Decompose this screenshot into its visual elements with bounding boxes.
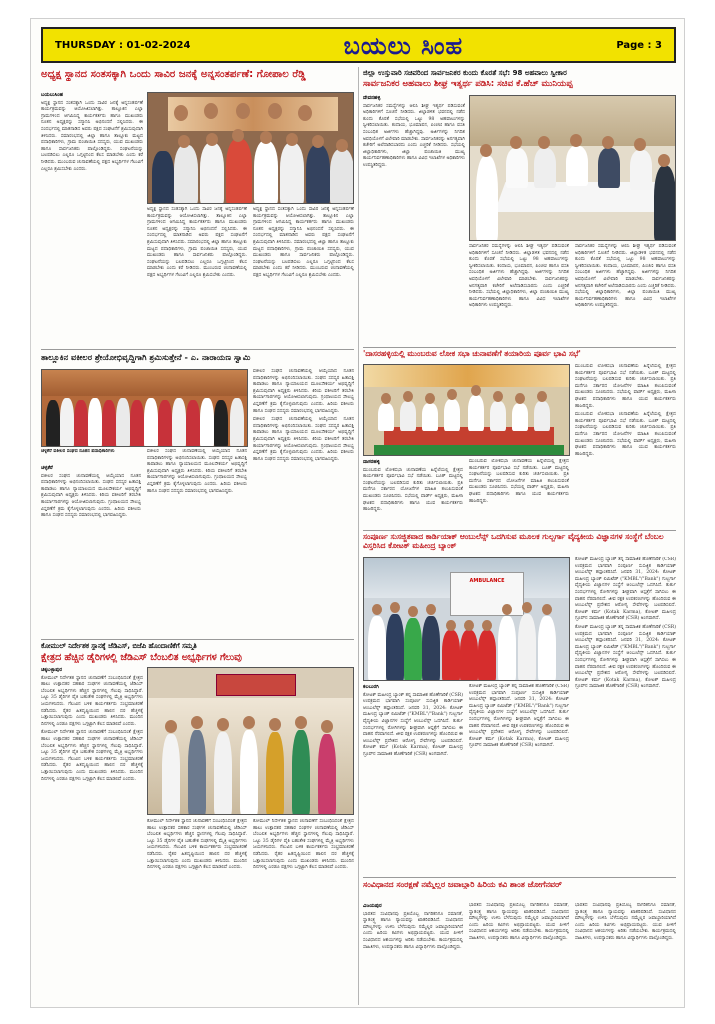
story-headline: ಸಾರ್ವಜನಿಕರ ಅಹವಾಲು ಶೀಘ್ರ ಇತ್ಯರ್ಥ ಪಡಿಸಿ: ಸಚಿವ ಕೆ.ಹೆಚ್ ಮುನಿಯಪ್ಪ [363,79,573,89]
story-body [363,903,463,1003]
story-body-cont [469,459,569,527]
story-headline: ಸಂವಿಧಾನದ ಸಂರಕ್ಷಣೆ ನಮ್ಮೆಲ್ಲರ ಜವಾಬ್ದಾರಿ ಹಿರಿಯ ಕವಿ ಶಾಂತ ಜೋಗೆನವರ್ [363,880,562,889]
section-divider [41,639,354,640]
story-paragraph-2: ಕೋಮುಲ್ ನಿರ್ದೇಶಕ ಸ್ಥಾನದ ಚುನಾವಣೆಗೆ ಸಂಬಂಧಿಸಿದಂತೆ ಕ್ಷೇತ್ರದ ಹಾಲು ಉತ್ಪಾದಕರ ಸಹಕಾರ ಸಂಘಗಳ ಚುನಾವಣೆಯಲ್ಲಿ ಜೆಡಿಎಸ್ ಬೆಂಬಲಿತ ಅಭ್ಯರ್ಥಿಗಳು ಹೆಚ್ಚಿನ ಸ್ಥಾನಗಳಲ್ಲಿ ಗೆಲುವು ಸಾಧಿಸಿದ್ದಾರೆ. ಒಟ್ಟು 35 ಡೈರಿಗಳ ಪೈಕಿ ಬಹುತೇಕ ಸಂಘಗಳಲ್ಲಿ ಮೈತ್ರಿ ಅಭ್ಯರ್ಥಿಗಳು ಜಯಗಳಿಸಿದರು. ಗೆಲುವಿನ ಬಳಿಕ ಕಾರ್ಯಕರ್ತರು ಸಂಭ್ರಮಾಚರಣೆ ನಡೆಸಿದರು. ರೈತರ ಹಿತದೃಷ್ಟಿಯಿಂದ ಹಾಲಿನ ದರ ಹೆಚ್ಚಳಕ್ಕೆ ಒತ್ತಾಯಿಸಲಾಗುವುದು ಎಂದು ಮುಖಂಡರು ತಿಳಿಸಿದರು. ಮುಂದಿನ ದಿನಗಳಲ್ಲಿ ಎರಡೂ ಪಕ್ಷಗಳು ಒಗ್ಗಟ್ಟಾಗಿ ಕೆಲಸ ಮಾಡಲಿವೆ ಎಂದರು. [41,730,143,782]
story-paragraph-cont-2: ವಕೀಲರ ಸಂಘದ ಚುನಾವಣೆಯಲ್ಲಿ ಆಯ್ಕೆಯಾದ ನೂತನ ಪದಾಧಿಕಾರಿಗಳನ್ನು ಅಭಿನಂದಿಸಲಾಯಿತು. ಸಂಘದ ಸದಸ್ಯರ ಹಿತಾಸಕ್ತಿ ಕಾಪಾಡಲು ಹಾಗೂ ನ್ಯಾಯಾಲಯದ ಮೂಲಸೌಕರ್ಯ ಅಭಿವೃದ್ಧಿಗೆ ಶ್ರಮಿಸುವುದಾಗಿ ಅಧ್ಯಕ್ಷರು ತಿಳಿಸಿದರು. ಕಿರಿಯ ವಕೀಲರಿಗೆ ತರಬೇತಿ ಕಾರ್ಯಾಗಾರಗಳನ್ನು ಆಯೋಜಿಸಲಾಗುವುದು. ಗ್ರಂಥಾಲಯದ ಸೌಲಭ್ಯ ವಿಸ್ತರಣೆಗೆ ಕ್ರಮ ಕೈಗೊಳ್ಳಲಾಗುವುದು ಎಂದರು. ಹಿರಿಯ ವಕೀಲರು ಹಾಗೂ ಸಂಘದ ಸದಸ್ಯರು ಸಮಾರಂಭದಲ್ಲಿ ಭಾಗವಹಿಸಿದ್ದರು. [253,369,354,414]
section-divider [363,877,676,878]
story-paragraph: ಮುಂಬರುವ ಲೋಕಸಭಾ ಚುನಾವಣೆಯ ಹಿನ್ನೆಲೆಯಲ್ಲಿ ಕ್ಷೇತ್ರದ ಕಾರ್ಯಕರ್ತರ ಪೂರ್ವಭಾವಿ ಸಭೆ ನಡೆಯಿತು. ಬೂತ್ ಮಟ್ಟದಲ್ಲಿ ಸಂಘಟನೆಯನ್ನು ಬಲಪಡಿಸುವ ಕುರಿತು ಚರ್ಚಿಸಲಾಯಿತು. ಪ್ರತಿ ಮನೆಗೂ ಸರ್ಕಾರದ ಯೋಜನೆಗಳ ಮಾಹಿತಿ ತಲುಪಿಸುವಂತೆ ಮುಖಂಡರು ಸೂಚಿಸಿದರು. ಸಭೆಯಲ್ಲಿ ವಾರ್ಡ್ ಅಧ್ಯಕ್ಷರು, ಮಹಿಳಾ ಘಟಕದ ಪದಾಧಿಕಾರಿಗಳು ಹಾಗೂ ಯುವ ಕಾರ್ಯಕರ್ತರು ಹಾಜರಿದ್ದರು. [363,467,463,513]
story-paragraph-cont: ಸಾರ್ವಜನಿಕರ ಸಮಸ್ಯೆಗಳನ್ನು ಆಲಿಸಿ ಶೀಘ್ರ ಇತ್ಯರ್ಥ ಪಡಿಸುವಂತೆ ಅಧಿಕಾರಿಗಳಿಗೆ ಸೂಚನೆ ನೀಡಿದರು. ಜಿಲ್ಲಾಡಳಿತ ಭವನದಲ್ಲಿ ನಡೆದ ಕುಂದು ಕೊರತೆ ಸಭೆಯಲ್ಲಿ ಒಟ್ಟು 98 ಅಹವಾಲುಗಳನ್ನು ಸ್ವೀಕರಿಸಲಾಯಿತು. ಕಂದಾಯ, ಭೂಮಾಪನ, ಪಿಂಚಣಿ ಹಾಗೂ ವಸತಿ ಸಂಬಂಧಿತ ಅರ್ಜಿಗಳು ಹೆಚ್ಚಾಗಿದ್ದವು. ಅರ್ಜಿಗಳನ್ನು ನಿಗದಿತ ಅವಧಿಯೊಳಗೆ ವಿಲೇವಾರಿ ಮಾಡಬೇಕು. ಸಾರ್ವಜನಿಕರನ್ನು ಅನಗತ್ಯವಾಗಿ ಕಚೇರಿಗೆ ಅಲೆದಾಡಿಸಬಾರದು ಎಂದು ಎಚ್ಚರಿಕೆ ನೀಡಿದರು. ಸಭೆಯಲ್ಲಿ ಜಿಲ್ಲಾಧಿಕಾರಿಗಳು, ಜಿಲ್ಲಾ ಪಂಚಾಯಿತಿ ಮುಖ್ಯ ಕಾರ್ಯನಿರ್ವಹಣಾಧಿಕಾರಿಗಳು ಹಾಗೂ ವಿವಿಧ ಇಲಾಖೆಗಳ ಅಧಿಕಾರಿಗಳು ಉಪಸ್ಥಿತರಿದ್ದರು. [469,244,569,309]
ambulance-label: AMBULANCE [469,578,505,584]
story-paragraph-cont-2: ಸಾರ್ವಜನಿಕರ ಸಮಸ್ಯೆಗಳನ್ನು ಆಲಿಸಿ ಶೀಘ್ರ ಇತ್ಯರ್ಥ ಪಡಿಸುವಂತೆ ಅಧಿಕಾರಿಗಳಿಗೆ ಸೂಚನೆ ನೀಡಿದರು. ಜಿಲ್ಲಾಡಳಿತ ಭವನದಲ್ಲಿ ನಡೆದ ಕುಂದು ಕೊರತೆ ಸಭೆಯಲ್ಲಿ ಒಟ್ಟು 98 ಅಹವಾಲುಗಳನ್ನು ಸ್ವೀಕರಿಸಲಾಯಿತು. ಕಂದಾಯ, ಭೂಮಾಪನ, ಪಿಂಚಣಿ ಹಾಗೂ ವಸತಿ ಸಂಬಂಧಿತ ಅರ್ಜಿಗಳು ಹೆಚ್ಚಾಗಿದ್ದವು. ಅರ್ಜಿಗಳನ್ನು ನಿಗದಿತ ಅವಧಿಯೊಳಗೆ ವಿಲೇವಾರಿ ಮಾಡಬೇಕು. ಸಾರ್ವಜನಿಕರನ್ನು ಅನಗತ್ಯವಾಗಿ ಕಚೇರಿಗೆ ಅಲೆದಾಡಿಸಬಾರದು ಎಂದು ಎಚ್ಚರಿಕೆ ನೀಡಿದರು. ಸಭೆಯಲ್ಲಿ ಜಿಲ್ಲಾಧಿಕಾರಿಗಳು, ಜಿಲ್ಲಾ ಪಂಚಾಯಿತಿ ಮುಖ್ಯ ಕಾರ್ಯನಿರ್ವಹಣಾಧಿಕಾರಿಗಳು ಹಾಗೂ ವಿವಿಧ ಇಲಾಖೆಗಳ ಅಧಿಕಾರಿಗಳು ಉಪಸ್ಥಿತರಿದ್ದರು. [575,244,676,309]
story-body [41,465,141,635]
photo-election-meeting [363,364,570,456]
story-byline: ಕಲಬುರಗಿ [363,684,379,690]
photo-ambulance-handover [363,557,570,681]
story-headline: 'ದಾಸರಹಳ್ಳಿಯಲ್ಲಿ ಮುಂಬರುವ ಲೋಕ ಸಭಾ ಚುನಾವಣೆಗೆ ತಯಾರಿಯ ಪೂರ್ವ ಭಾವಿ ಸಭೆ' [363,350,581,358]
story-body-cont-2 [575,364,676,527]
story-body-cont-2 [253,369,354,635]
photo-dairy-winners [147,667,354,815]
story-body-cont [469,903,569,1003]
story-body-cont [469,684,569,874]
story-paragraph-cont: ಮುಂಬರುವ ಲೋಕಸಭಾ ಚುನಾವಣೆಯ ಹಿನ್ನೆಲೆಯಲ್ಲಿ ಕ್ಷೇತ್ರದ ಕಾರ್ಯಕರ್ತರ ಪೂರ್ವಭಾವಿ ಸಭೆ ನಡೆಯಿತು. ಬೂತ್ ಮಟ್ಟದಲ್ಲಿ ಸಂಘಟನೆಯನ್ನು ಬಲಪಡಿಸುವ ಕುರಿತು ಚರ್ಚಿಸಲಾಯಿತು. ಪ್ರತಿ ಮನೆಗೂ ಸರ್ಕಾರದ ಯೋಜನೆಗಳ ಮಾಹಿತಿ ತಲುಪಿಸುವಂತೆ ಮುಖಂಡರು ಸೂಚಿಸಿದರು. ಸಭೆಯಲ್ಲಿ ವಾರ್ಡ್ ಅಧ್ಯಕ್ಷರು, ಮಹಿಳಾ ಘಟಕದ ಪದಾಧಿಕಾರಿಗಳು ಹಾಗೂ ಯುವ ಕಾರ್ಯಕರ್ತರು ಹಾಜರಿದ್ದರು. [469,459,569,504]
story-paragraph-cont-2: ಕೋಟಕ್ ಮಹೀಂದ್ರ ಬ್ಯಾಂಕ್ ತನ್ನ ಸಾಮಾಜಿಕ ಹೊಣೆಗಾರಿಕೆ (CSR) ಉಪಕ್ರಮದ ಭಾಗವಾಗಿ ಸಂಪೂರ್ಣ ಸುಸಜ್ಜಿತ ಕಾರ್ಡಿಯಾಕ್ ಆಂಬುಲೆನ್ಸ್ ಹಸ್ತಾಂತರಿಸಿದೆ. ಜನವರಿ 31, 2024: ಕೋಟಕ್ ಮಹೀಂದ್ರ ಬ್ಯಾಂಕ್ ಲಿಮಿಟೆಡ್ ("KMBL"/"Bank") ಗುಲ್ಬರ್ಗಾ ವೈದ್ಯಕೀಯ ವಿಜ್ಞಾನಗಳ ಸಂಸ್ಥೆಗೆ ಆಂಬುಲೆನ್ಸ್ ಒದಗಿಸಿದೆ. ತುರ್ತು ಸಂದರ್ಭಗಳಲ್ಲಿ ರೋಗಿಗಳನ್ನು ಶೀಘ್ರವಾಗಿ ಆಸ್ಪತ್ರೆಗೆ ಸಾಗಿಸಲು ಈ ವಾಹನ ನೆರವಾಗಲಿದೆ. ಜೀವ ರಕ್ಷಕ ಉಪಕರಣಗಳನ್ನು ಹೊಂದಿರುವ ಈ ಆಂಬುಲೆನ್ಸ್ ಪ್ರದೇಶದ ಆರೋಗ್ಯ ಸೇವೆಗಳನ್ನು ಬಲಪಡಿಸಲಿದೆ. ಕೋಟಕ್ ಕರ್ಮ (Kotak Karma), ಕೋಟಕ್ ಮಹೀಂದ್ರ ಗ್ರೂಪ್‌ನ ಸಾಮಾಜಿಕ ಹೊಣೆಗಾರಿಕೆ (CSR) ಅಂಗವಾಗಿದೆ. [575,557,676,622]
story-body-cont [469,244,569,344]
story-kicker: ಜಿಲ್ಲಾ ಉಸ್ತುವಾರಿ ಸಚಿವರಿಂದ ಸಾರ್ವಜನಿಕರ ಕುಂದು ಕೊರತೆ ಸಭೆ: 98 ಅಹವಾಲು ಸ್ವೀಕಾರ [363,69,567,77]
story-paragraph-cont-2: ಮುಂಬರುವ ಲೋಕಸಭಾ ಚುನಾವಣೆಯ ಹಿನ್ನೆಲೆಯಲ್ಲಿ ಕ್ಷೇತ್ರದ ಕಾರ್ಯಕರ್ತರ ಪೂರ್ವಭಾವಿ ಸಭೆ ನಡೆಯಿತು. ಬೂತ್ ಮಟ್ಟದಲ್ಲಿ ಸಂಘಟನೆಯನ್ನು ಬಲಪಡಿಸುವ ಕುರಿತು ಚರ್ಚಿಸಲಾಯಿತು. ಪ್ರತಿ ಮನೆಗೂ ಸರ್ಕಾರದ ಯೋಜನೆಗಳ ಮಾಹಿತಿ ತಲುಪಿಸುವಂತೆ ಮುಖಂಡರು ಸೂಚಿಸಿದರು. ಸಭೆಯಲ್ಲಿ ವಾರ್ಡ್ ಅಧ್ಯಕ್ಷರು, ಮಹಿಳಾ ಘಟಕದ ಪದಾಧಿಕಾರಿಗಳು ಹಾಗೂ ಯುವ ಕಾರ್ಯಕರ್ತರು ಹಾಜರಿದ್ದರು. [575,364,676,409]
story-paragraph-cont-3: ಕೋಟಕ್ ಮಹೀಂದ್ರ ಬ್ಯಾಂಕ್ ತನ್ನ ಸಾಮಾಜಿಕ ಹೊಣೆಗಾರಿಕೆ (CSR) ಉಪಕ್ರಮದ ಭಾಗವಾಗಿ ಸಂಪೂರ್ಣ ಸುಸಜ್ಜಿತ ಕಾರ್ಡಿಯಾಕ್ ಆಂಬುಲೆನ್ಸ್ ಹಸ್ತಾಂತರಿಸಿದೆ. ಜನವರಿ 31, 2024: ಕೋಟಕ್ ಮಹೀಂದ್ರ ಬ್ಯಾಂಕ್ ಲಿಮಿಟೆಡ್ ("KMBL"/"Bank") ಗುಲ್ಬರ್ಗಾ ವೈದ್ಯಕೀಯ ವಿಜ್ಞಾನಗಳ ಸಂಸ್ಥೆಗೆ ಆಂಬುಲೆನ್ಸ್ ಒದಗಿಸಿದೆ. ತುರ್ತು ಸಂದರ್ಭಗಳಲ್ಲಿ ರೋಗಿಗಳನ್ನು ಶೀಘ್ರವಾಗಿ ಆಸ್ಪತ್ರೆಗೆ ಸಾಗಿಸಲು ಈ ವಾಹನ ನೆರವಾಗಲಿದೆ. ಜೀವ ರಕ್ಷಕ ಉಪಕರಣಗಳನ್ನು ಹೊಂದಿರುವ ಈ ಆಂಬುಲೆನ್ಸ್ ಪ್ರದೇಶದ ಆರೋಗ್ಯ ಸೇವೆಗಳನ್ನು ಬಲಪಡಿಸಲಿದೆ. ಕೋಟಕ್ ಕರ್ಮ (Kotak Karma), ಕೋಟಕ್ ಮಹೀಂದ್ರ ಗ್ರೂಪ್‌ನ ಸಾಮಾಜಿಕ ಹೊಣೆಗಾರಿಕೆ (CSR) ಅಂಗವಾಗಿದೆ. [575,624,676,690]
newspaper-page [30,18,685,1008]
section-divider [41,349,354,350]
story-paragraph-cont: ಅಧ್ಯಕ್ಷ ಸ್ಥಾನದ ಸಂತಸಕ್ಕಾಗಿ ಒಂದು ಸಾವಿರ ಜನಕ್ಕೆ ಅನ್ನಸಂತರ್ಪಣೆ ಕಾರ್ಯಕ್ರಮವನ್ನು ಆಯೋಜಿಸಲಾಗಿತ್ತು. ತಾಲ್ಲೂಕಿನ ಎಲ್ಲಾ ಗ್ರಾಮಗಳಿಂದ ಆಗಮಿಸಿದ್ದ ಕಾರ್ಯಕರ್ತರು ಹಾಗೂ ಮುಖಂಡರು ನೂತನ ಅಧ್ಯಕ್ಷರನ್ನು ಸನ್ಮಾನಿಸಿ ಅಭಿನಂದನೆ ಸಲ್ಲಿಸಿದರು. ಈ ಸಂದರ್ಭದಲ್ಲಿ ಮಾತನಾಡಿದ ಅವರು ಪಕ್ಷದ ಸಂಘಟನೆಗೆ ಶ್ರಮಿಸುವುದಾಗಿ ತಿಳಿಸಿದರು. ಸಮಾರಂಭದಲ್ಲಿ ಜಿಲ್ಲಾ ಹಾಗೂ ತಾಲ್ಲೂಕು ಮಟ್ಟದ ಪದಾಧಿಕಾರಿಗಳು, ಗ್ರಾಮ ಪಂಚಾಯಿತಿ ಸದಸ್ಯರು, ಯುವ ಮುಖಂಡರು ಹಾಗೂ ಸಾರ್ವಜನಿಕರು ಪಾಲ್ಗೊಂಡಿದ್ದರು. ಸಂಘಟನೆಯನ್ನು ಬಲಪಡಿಸಲು ಎಲ್ಲರೂ ಒಗ್ಗಟ್ಟಿನಿಂದ ಕೆಲಸ ಮಾಡಬೇಕು ಎಂದು ಕರೆ ನೀಡಿದರು. ಮುಂಬರುವ ಚುನಾವಣೆಯಲ್ಲಿ ಪಕ್ಷದ ಅಭ್ಯರ್ಥಿಗಳ ಗೆಲುವಿಗೆ ಎಲ್ಲರೂ ಶ್ರಮಿಸಬೇಕು ಎಂದರು. [147,207,247,278]
story-byline: ಬಯಲುಸಿಂಹ [41,92,63,98]
story-body-cont-2 [575,244,676,344]
story-body [363,95,465,241]
story-paragraph-cont-2: ಭಾರತದ ಸಂವಿಧಾನವು ಪ್ರತಿಯೊಬ್ಬ ನಾಗರಿಕನಿಗೂ ಸಮಾನತೆ, ಸ್ವಾತಂತ್ರ್ಯ ಹಾಗೂ ನ್ಯಾಯವನ್ನು ಖಾತರಿಪಡಿಸಿದೆ. ಸಂವಿಧಾನದ ಮೌಲ್ಯಗಳನ್ನು ಉಳಿಸಿ ಬೆಳೆಸುವುದು ನಮ್ಮೆಲ್ಲರ ಜವಾಬ್ದಾರಿಯಾಗಿದೆ ಎಂದು ಹಿರಿಯ ಕವಿಗಳು ಅಭಿಪ್ರಾಯಪಟ್ಟರು. ಯುವ ಪೀಳಿಗೆ ಸಂವಿಧಾನದ ಆಶಯಗಳನ್ನು ಅರಿತು ನಡೆಯಬೇಕು. ಕಾರ್ಯಕ್ರಮದಲ್ಲಿ ಸಾಹಿತಿಗಳು, ಉಪನ್ಯಾಸಕರು ಹಾಗೂ ವಿದ್ಯಾರ್ಥಿಗಳು ಪಾಲ್ಗೊಂಡಿದ್ದರು. [575,903,676,941]
photo-caption: ಚಳ್ಳಕೆರೆ ವಕೀಲರ ಸಂಘದ ನೂತನ ಪದಾಧಿಕಾರಿಗಳು [41,449,115,454]
story-body-cont-2 [253,207,354,345]
story-headline: ಅಧ್ಯಕ್ಷ ಸ್ಥಾನದ ಸಂತಸಕ್ಕಾಗಿ ಒಂದು ಸಾವಿರ ಜನಕ್ಕೆ ಅನ್ನಸಂತರ್ಪಣೆ: ಗೋಪಾಲ ರೆಡ್ಡಿ [41,69,306,80]
story-paragraph-cont: ಕೋಟಕ್ ಮಹೀಂದ್ರ ಬ್ಯಾಂಕ್ ತನ್ನ ಸಾಮಾಜಿಕ ಹೊಣೆಗಾರಿಕೆ (CSR) ಉಪಕ್ರಮದ ಭಾಗವಾಗಿ ಸಂಪೂರ್ಣ ಸುಸಜ್ಜಿತ ಕಾರ್ಡಿಯಾಕ್ ಆಂಬುಲೆನ್ಸ್ ಹಸ್ತಾಂತರಿಸಿದೆ. ಜನವರಿ 31, 2024: ಕೋಟಕ್ ಮಹೀಂದ್ರ ಬ್ಯಾಂಕ್ ಲಿಮಿಟೆಡ್ ("KMBL"/"Bank") ಗುಲ್ಬರ್ಗಾ ವೈದ್ಯಕೀಯ ವಿಜ್ಞಾನಗಳ ಸಂಸ್ಥೆಗೆ ಆಂಬುಲೆನ್ಸ್ ಒದಗಿಸಿದೆ. ತುರ್ತು ಸಂದರ್ಭಗಳಲ್ಲಿ ರೋಗಿಗಳನ್ನು ಶೀಘ್ರವಾಗಿ ಆಸ್ಪತ್ರೆಗೆ ಸಾಗಿಸಲು ಈ ವಾಹನ ನೆರವಾಗಲಿದೆ. ಜೀವ ರಕ್ಷಕ ಉಪಕರಣಗಳನ್ನು ಹೊಂದಿರುವ ಈ ಆಂಬುಲೆನ್ಸ್ ಪ್ರದೇಶದ ಆರೋಗ್ಯ ಸೇವೆಗಳನ್ನು ಬಲಪಡಿಸಲಿದೆ. ಕೋಟಕ್ ಕರ್ಮ (Kotak Karma), ಕೋಟಕ್ ಮಹೀಂದ್ರ ಗ್ರೂಪ್‌ನ ಸಾಮಾಜಿಕ ಹೊಣೆಗಾರಿಕೆ (CSR) ಅಂಗವಾಗಿದೆ. [469,684,569,749]
story-paragraph-cont: ವಕೀಲರ ಸಂಘದ ಚುನಾವಣೆಯಲ್ಲಿ ಆಯ್ಕೆಯಾದ ನೂತನ ಪದಾಧಿಕಾರಿಗಳನ್ನು ಅಭಿನಂದಿಸಲಾಯಿತು. ಸಂಘದ ಸದಸ್ಯರ ಹಿತಾಸಕ್ತಿ ಕಾಪಾಡಲು ಹಾಗೂ ನ್ಯಾಯಾಲಯದ ಮೂಲಸೌಕರ್ಯ ಅಭಿವೃದ್ಧಿಗೆ ಶ್ರಮಿಸುವುದಾಗಿ ಅಧ್ಯಕ್ಷರು ತಿಳಿಸಿದರು. ಕಿರಿಯ ವಕೀಲರಿಗೆ ತರಬೇತಿ ಕಾರ್ಯಾಗಾರಗಳನ್ನು ಆಯೋಜಿಸಲಾಗುವುದು. ಗ್ರಂಥಾಲಯದ ಸೌಲಭ್ಯ ವಿಸ್ತರಣೆಗೆ ಕ್ರಮ ಕೈಗೊಳ್ಳಲಾಗುವುದು ಎಂದರು. ಹಿರಿಯ ವಕೀಲರು ಹಾಗೂ ಸಂಘದ ಸದಸ್ಯರು ಸಮಾರಂಭದಲ್ಲಿ ಭಾಗವಹಿಸಿದ್ದರು. [147,449,247,494]
story-byline: ದಾಸರಹಳ್ಳಿ [363,459,380,465]
story-body [363,684,463,874]
story-body-cont [147,207,247,345]
story-paragraph: ಸಾರ್ವಜನಿಕರ ಸಮಸ್ಯೆಗಳನ್ನು ಆಲಿಸಿ ಶೀಘ್ರ ಇತ್ಯರ್ಥ ಪಡಿಸುವಂತೆ ಅಧಿಕಾರಿಗಳಿಗೆ ಸೂಚನೆ ನೀಡಿದರು. ಜಿಲ್ಲಾಡಳಿತ ಭವನದಲ್ಲಿ ನಡೆದ ಕುಂದು ಕೊರತೆ ಸಭೆಯಲ್ಲಿ ಒಟ್ಟು 98 ಅಹವಾಲುಗಳನ್ನು ಸ್ವೀಕರಿಸಲಾಯಿತು. ಕಂದಾಯ, ಭೂಮಾಪನ, ಪಿಂಚಣಿ ಹಾಗೂ ವಸತಿ ಸಂಬಂಧಿತ ಅರ್ಜಿಗಳು ಹೆಚ್ಚಾಗಿದ್ದವು. ಅರ್ಜಿಗಳನ್ನು ನಿಗದಿತ ಅವಧಿಯೊಳಗೆ ವಿಲೇವಾರಿ ಮಾಡಬೇಕು. ಸಾರ್ವಜನಿಕರನ್ನು ಅನಗತ್ಯವಾಗಿ ಕಚೇರಿಗೆ ಅಲೆದಾಡಿಸಬಾರದು ಎಂದು ಎಚ್ಚರಿಕೆ ನೀಡಿದರು. ಸಭೆಯಲ್ಲಿ ಜಿಲ್ಲಾಧಿಕಾರಿಗಳು, ಜಿಲ್ಲಾ ಪಂಚಾಯಿತಿ ಮುಖ್ಯ ಕಾರ್ಯನಿರ್ವಹಣಾಧಿಕಾರಿಗಳು ಹಾಗೂ ವಿವಿಧ ಇಲಾಖೆಗಳ ಅಧಿಕಾರಿಗಳು ಉಪಸ್ಥಿತರಿದ್ದರು. [363,103,465,168]
masthead [41,27,676,63]
issue-date: THURSDAY : 01-02-2024 [55,39,191,51]
story-paragraph-cont-2: ಕೋಮುಲ್ ನಿರ್ದೇಶಕ ಸ್ಥಾನದ ಚುನಾವಣೆಗೆ ಸಂಬಂಧಿಸಿದಂತೆ ಕ್ಷೇತ್ರದ ಹಾಲು ಉತ್ಪಾದಕರ ಸಹಕಾರ ಸಂಘಗಳ ಚುನಾವಣೆಯಲ್ಲಿ ಜೆಡಿಎಸ್ ಬೆಂಬಲಿತ ಅಭ್ಯರ್ಥಿಗಳು ಹೆಚ್ಚಿನ ಸ್ಥಾನಗಳಲ್ಲಿ ಗೆಲುವು ಸಾಧಿಸಿದ್ದಾರೆ. ಒಟ್ಟು 35 ಡೈರಿಗಳ ಪೈಕಿ ಬಹುತೇಕ ಸಂಘಗಳಲ್ಲಿ ಮೈತ್ರಿ ಅಭ್ಯರ್ಥಿಗಳು ಜಯಗಳಿಸಿದರು. ಗೆಲುವಿನ ಬಳಿಕ ಕಾರ್ಯಕರ್ತರು ಸಂಭ್ರಮಾಚರಣೆ ನಡೆಸಿದರು. ರೈತರ ಹಿತದೃಷ್ಟಿಯಿಂದ ಹಾಲಿನ ದರ ಹೆಚ್ಚಳಕ್ಕೆ ಒತ್ತಾಯಿಸಲಾಗುವುದು ಎಂದು ಮುಖಂಡರು ತಿಳಿಸಿದರು. ಮುಂದಿನ ದಿನಗಳಲ್ಲಿ ಎರಡೂ ಪಕ್ಷಗಳು ಒಗ್ಗಟ್ಟಾಗಿ ಕೆಲಸ ಮಾಡಲಿವೆ ಎಂದರು. [253,819,354,871]
story-byline: ಚಿಕ್ಕಬಳ್ಳಾಪುರ [41,667,62,673]
story-body [41,667,143,1003]
story-body-cont [147,449,247,635]
column-divider [358,67,359,1005]
story-byline: ವಿಜಯಪುರ [363,903,382,909]
story-body-cont-2 [253,819,354,1003]
story-paragraph: ಭಾರತದ ಸಂವಿಧಾನವು ಪ್ರತಿಯೊಬ್ಬ ನಾಗರಿಕನಿಗೂ ಸಮಾನತೆ, ಸ್ವಾತಂತ್ರ್ಯ ಹಾಗೂ ನ್ಯಾಯವನ್ನು ಖಾತರಿಪಡಿಸಿದೆ. ಸಂವಿಧಾನದ ಮೌಲ್ಯಗಳನ್ನು ಉಳಿಸಿ ಬೆಳೆಸುವುದು ನಮ್ಮೆಲ್ಲರ ಜವಾಬ್ದಾರಿಯಾಗಿದೆ ಎಂದು ಹಿರಿಯ ಕವಿಗಳು ಅಭಿಪ್ರಾಯಪಟ್ಟರು. ಯುವ ಪೀಳಿಗೆ ಸಂವಿಧಾನದ ಆಶಯಗಳನ್ನು ಅರಿತು ನಡೆಯಬೇಕು. ಕಾರ್ಯಕ್ರಮದಲ್ಲಿ ಸಾಹಿತಿಗಳು, ಉಪನ್ಯಾಸಕರು ಹಾಗೂ ವಿದ್ಯಾರ್ಥಿಗಳು ಪಾಲ್ಗೊಂಡಿದ್ದರು. [363,911,463,950]
page-number: Page : 3 [616,39,662,51]
photo-lawyers-group [41,369,248,447]
story-paragraph-cont-2: ಅಧ್ಯಕ್ಷ ಸ್ಥಾನದ ಸಂತಸಕ್ಕಾಗಿ ಒಂದು ಸಾವಿರ ಜನಕ್ಕೆ ಅನ್ನಸಂತರ್ಪಣೆ ಕಾರ್ಯಕ್ರಮವನ್ನು ಆಯೋಜಿಸಲಾಗಿತ್ತು. ತಾಲ್ಲೂಕಿನ ಎಲ್ಲಾ ಗ್ರಾಮಗಳಿಂದ ಆಗಮಿಸಿದ್ದ ಕಾರ್ಯಕರ್ತರು ಹಾಗೂ ಮುಖಂಡರು ನೂತನ ಅಧ್ಯಕ್ಷರನ್ನು ಸನ್ಮಾನಿಸಿ ಅಭಿನಂದನೆ ಸಲ್ಲಿಸಿದರು. ಈ ಸಂದರ್ಭದಲ್ಲಿ ಮಾತನಾಡಿದ ಅವರು ಪಕ್ಷದ ಸಂಘಟನೆಗೆ ಶ್ರಮಿಸುವುದಾಗಿ ತಿಳಿಸಿದರು. ಸಮಾರಂಭದಲ್ಲಿ ಜಿಲ್ಲಾ ಹಾಗೂ ತಾಲ್ಲೂಕು ಮಟ್ಟದ ಪದಾಧಿಕಾರಿಗಳು, ಗ್ರಾಮ ಪಂಚಾಯಿತಿ ಸದಸ್ಯರು, ಯುವ ಮುಖಂಡರು ಹಾಗೂ ಸಾರ್ವಜನಿಕರು ಪಾಲ್ಗೊಂಡಿದ್ದರು. ಸಂಘಟನೆಯನ್ನು ಬಲಪಡಿಸಲು ಎಲ್ಲರೂ ಒಗ್ಗಟ್ಟಿನಿಂದ ಕೆಲಸ ಮಾಡಬೇಕು ಎಂದು ಕರೆ ನೀಡಿದರು. ಮುಂಬರುವ ಚುನಾವಣೆಯಲ್ಲಿ ಪಕ್ಷದ ಅಭ್ಯರ್ಥಿಗಳ ಗೆಲುವಿಗೆ ಎಲ್ಲರೂ ಶ್ರಮಿಸಬೇಕು ಎಂದರು. [253,207,354,278]
story-paragraph-cont: ಕೋಮುಲ್ ನಿರ್ದೇಶಕ ಸ್ಥಾನದ ಚುನಾವಣೆಗೆ ಸಂಬಂಧಿಸಿದಂತೆ ಕ್ಷೇತ್ರದ ಹಾಲು ಉತ್ಪಾದಕರ ಸಹಕಾರ ಸಂಘಗಳ ಚುನಾವಣೆಯಲ್ಲಿ ಜೆಡಿಎಸ್ ಬೆಂಬಲಿತ ಅಭ್ಯರ್ಥಿಗಳು ಹೆಚ್ಚಿನ ಸ್ಥಾನಗಳಲ್ಲಿ ಗೆಲುವು ಸಾಧಿಸಿದ್ದಾರೆ. ಒಟ್ಟು 35 ಡೈರಿಗಳ ಪೈಕಿ ಬಹುತೇಕ ಸಂಘಗಳಲ್ಲಿ ಮೈತ್ರಿ ಅಭ್ಯರ್ಥಿಗಳು ಜಯಗಳಿಸಿದರು. ಗೆಲುವಿನ ಬಳಿಕ ಕಾರ್ಯಕರ್ತರು ಸಂಭ್ರಮಾಚರಣೆ ನಡೆಸಿದರು. ರೈತರ ಹಿತದೃಷ್ಟಿಯಿಂದ ಹಾಲಿನ ದರ ಹೆಚ್ಚಳಕ್ಕೆ ಒತ್ತಾಯಿಸಲಾಗುವುದು ಎಂದು ಮುಖಂಡರು ತಿಳಿಸಿದರು. ಮುಂದಿನ ದಿನಗಳಲ್ಲಿ ಎರಡೂ ಪಕ್ಷಗಳು ಒಗ್ಗಟ್ಟಾಗಿ ಕೆಲಸ ಮಾಡಲಿವೆ ಎಂದರು. [147,819,247,871]
story-paragraph: ವಕೀಲರ ಸಂಘದ ಚುನಾವಣೆಯಲ್ಲಿ ಆಯ್ಕೆಯಾದ ನೂತನ ಪದಾಧಿಕಾರಿಗಳನ್ನು ಅಭಿನಂದಿಸಲಾಯಿತು. ಸಂಘದ ಸದಸ್ಯರ ಹಿತಾಸಕ್ತಿ ಕಾಪಾಡಲು ಹಾಗೂ ನ್ಯಾಯಾಲಯದ ಮೂಲಸೌಕರ್ಯ ಅಭಿವೃದ್ಧಿಗೆ ಶ್ರಮಿಸುವುದಾಗಿ ಅಧ್ಯಕ್ಷರು ತಿಳಿಸಿದರು. ಕಿರಿಯ ವಕೀಲರಿಗೆ ತರಬೇತಿ ಕಾರ್ಯಾಗಾರಗಳನ್ನು ಆಯೋಜಿಸಲಾಗುವುದು. ಗ್ರಂಥಾಲಯದ ಸೌಲಭ್ಯ ವಿಸ್ತರಣೆಗೆ ಕ್ರಮ ಕೈಗೊಳ್ಳಲಾಗುವುದು ಎಂದರು. ಹಿರಿಯ ವಕೀಲರು ಹಾಗೂ ಸಂಘದ ಸದಸ್ಯರು ಸಮಾರಂಭದಲ್ಲಿ ಭಾಗವಹಿಸಿದ್ದರು. [41,473,141,519]
story-byline: ಚಳ್ಳಕೆರೆ [41,465,53,471]
story-body [41,92,143,344]
story-body-cont-2 [575,903,676,1003]
story-paragraph: ಅಧ್ಯಕ್ಷ ಸ್ಥಾನದ ಸಂತಸಕ್ಕಾಗಿ ಒಂದು ಸಾವಿರ ಜನಕ್ಕೆ ಅನ್ನಸಂತರ್ಪಣೆ ಕಾರ್ಯಕ್ರಮವನ್ನು ಆಯೋಜಿಸಲಾಗಿತ್ತು. ತಾಲ್ಲೂಕಿನ ಎಲ್ಲಾ ಗ್ರಾಮಗಳಿಂದ ಆಗಮಿಸಿದ್ದ ಕಾರ್ಯಕರ್ತರು ಹಾಗೂ ಮುಖಂಡರು ನೂತನ ಅಧ್ಯಕ್ಷರನ್ನು ಸನ್ಮಾನಿಸಿ ಅಭಿನಂದನೆ ಸಲ್ಲಿಸಿದರು. ಈ ಸಂದರ್ಭದಲ್ಲಿ ಮಾತನಾಡಿದ ಅವರು ಪಕ್ಷದ ಸಂಘಟನೆಗೆ ಶ್ರಮಿಸುವುದಾಗಿ ತಿಳಿಸಿದರು. ಸಮಾರಂಭದಲ್ಲಿ ಜಿಲ್ಲಾ ಹಾಗೂ ತಾಲ್ಲೂಕು ಮಟ್ಟದ ಪದಾಧಿಕಾರಿಗಳು, ಗ್ರಾಮ ಪಂಚಾಯಿತಿ ಸದಸ್ಯರು, ಯುವ ಮುಖಂಡರು ಹಾಗೂ ಸಾರ್ವಜನಿಕರು ಪಾಲ್ಗೊಂಡಿದ್ದರು. ಸಂಘಟನೆಯನ್ನು ಬಲಪಡಿಸಲು ಎಲ್ಲರೂ ಒಗ್ಗಟ್ಟಿನಿಂದ ಕೆಲಸ ಮಾಡಬೇಕು ಎಂದು ಕರೆ ನೀಡಿದರು. ಮುಂಬರುವ ಚುನಾವಣೆಯಲ್ಲಿ ಪಕ್ಷದ ಅಭ್ಯರ್ಥಿಗಳ ಗೆಲುವಿಗೆ ಎಲ್ಲರೂ ಶ್ರಮಿಸಬೇಕು ಎಂದರು. [41,100,143,172]
story-headline: ಸಂಪೂರ್ಣ ಸುಸಜ್ಜಿತವಾದ ಕಾರ್ಡಿಯಾಕ್ ಆಂಬುಲೆನ್ಸ್ ಒದಗಿಸುವ ಮೂಲಕ ಗುಲ್ಬರ್ಗಾ ವೈದ್ಯಕೀಯ ವಿಜ್ಞಾನಗಳ ಸಂಸ್ಥೆಗೆ ಬೆಂಬಲ ವಿಸ್ತರಿಸಿದ ಕೋಟಕ್ ಮಹೀಂದ್ರ ಬ್ಯಾಂಕ್ [363,533,664,550]
story-body-cont [147,819,247,1003]
section-divider [363,530,676,531]
story-kicker: ಕೋಮುಲ್ ನಿರ್ದೇಶಕ ಸ್ಥಾನಕ್ಕೆ ಜೆಡಿಎಸ್, ಬಿಜೆಪಿ ಹೊಂದಾಣಿಕೆಗೆ ಸಮ್ಮತಿ [41,642,197,650]
story-body [363,459,463,527]
story-headline: ಕ್ಷೇತ್ರದ ಹೆಚ್ಚಿನ ಡೈರಿಗಳಲ್ಲಿ ಜೆಡಿಎಸ್ ಬೆಂಬಲಿತ ಅಭ್ಯರ್ಥಿಗಳ ಗೆಲುವು [41,652,242,663]
newspaper-title: ಬಯಲು ಸಿಂಹ [343,30,464,60]
story-paragraph: ಕೋಟಕ್ ಮಹೀಂದ್ರ ಬ್ಯಾಂಕ್ ತನ್ನ ಸಾಮಾಜಿಕ ಹೊಣೆಗಾರಿಕೆ (CSR) ಉಪಕ್ರಮದ ಭಾಗವಾಗಿ ಸಂಪೂರ್ಣ ಸುಸಜ್ಜಿತ ಕಾರ್ಡಿಯಾಕ್ ಆಂಬುಲೆನ್ಸ್ ಹಸ್ತಾಂತರಿಸಿದೆ. ಜನವರಿ 31, 2024: ಕೋಟಕ್ ಮಹೀಂದ್ರ ಬ್ಯಾಂಕ್ ಲಿಮಿಟೆಡ್ ("KMBL"/"Bank") ಗುಲ್ಬರ್ಗಾ ವೈದ್ಯಕೀಯ ವಿಜ್ಞಾನಗಳ ಸಂಸ್ಥೆಗೆ ಆಂಬುಲೆನ್ಸ್ ಒದಗಿಸಿದೆ. ತುರ್ತು ಸಂದರ್ಭಗಳಲ್ಲಿ ರೋಗಿಗಳನ್ನು ಶೀಘ್ರವಾಗಿ ಆಸ್ಪತ್ರೆಗೆ ಸಾಗಿಸಲು ಈ ವಾಹನ ನೆರವಾಗಲಿದೆ. ಜೀವ ರಕ್ಷಕ ಉಪಕರಣಗಳನ್ನು ಹೊಂದಿರುವ ಈ ಆಂಬುಲೆನ್ಸ್ ಪ್ರದೇಶದ ಆರೋಗ್ಯ ಸೇವೆಗಳನ್ನು ಬಲಪಡಿಸಲಿದೆ. ಕೋಟಕ್ ಕರ್ಮ (Kotak Karma), ಕೋಟಕ್ ಮಹೀಂದ್ರ ಗ್ರೂಪ್‌ನ ಸಾಮಾಜಿಕ ಹೊಣೆಗಾರಿಕೆ (CSR) ಅಂಗವಾಗಿದೆ. [363,692,463,757]
story-paragraph: ಕೋಮುಲ್ ನಿರ್ದೇಶಕ ಸ್ಥಾನದ ಚುನಾವಣೆಗೆ ಸಂಬಂಧಿಸಿದಂತೆ ಕ್ಷೇತ್ರದ ಹಾಲು ಉತ್ಪಾದಕರ ಸಹಕಾರ ಸಂಘಗಳ ಚುನಾವಣೆಯಲ್ಲಿ ಜೆಡಿಎಸ್ ಬೆಂಬಲಿತ ಅಭ್ಯರ್ಥಿಗಳು ಹೆಚ್ಚಿನ ಸ್ಥಾನಗಳಲ್ಲಿ ಗೆಲುವು ಸಾಧಿಸಿದ್ದಾರೆ. ಒಟ್ಟು 35 ಡೈರಿಗಳ ಪೈಕಿ ಬಹುತೇಕ ಸಂಘಗಳಲ್ಲಿ ಮೈತ್ರಿ ಅಭ್ಯರ್ಥಿಗಳು ಜಯಗಳಿಸಿದರು. ಗೆಲುವಿನ ಬಳಿಕ ಕಾರ್ಯಕರ್ತರು ಸಂಭ್ರಮಾಚರಣೆ ನಡೆಸಿದರು. ರೈತರ ಹಿತದೃಷ್ಟಿಯಿಂದ ಹಾಲಿನ ದರ ಹೆಚ್ಚಳಕ್ಕೆ ಒತ್ತಾಯಿಸಲಾಗುವುದು ಎಂದು ಮುಖಂಡರು ತಿಳಿಸಿದರು. ಮುಂದಿನ ದಿನಗಳಲ್ಲಿ ಎರಡೂ ಪಕ್ಷಗಳು ಒಗ್ಗಟ್ಟಾಗಿ ಕೆಲಸ ಮಾಡಲಿವೆ ಎಂದರು. [41,675,143,727]
photo-grievance-meeting [469,95,676,241]
story-paragraph-cont: ಭಾರತದ ಸಂವಿಧಾನವು ಪ್ರತಿಯೊಬ್ಬ ನಾಗರಿಕನಿಗೂ ಸಮಾನತೆ, ಸ್ವಾತಂತ್ರ್ಯ ಹಾಗೂ ನ್ಯಾಯವನ್ನು ಖಾತರಿಪಡಿಸಿದೆ. ಸಂವಿಧಾನದ ಮೌಲ್ಯಗಳನ್ನು ಉಳಿಸಿ ಬೆಳೆಸುವುದು ನಮ್ಮೆಲ್ಲರ ಜವಾಬ್ದಾರಿಯಾಗಿದೆ ಎಂದು ಹಿರಿಯ ಕವಿಗಳು ಅಭಿಪ್ರಾಯಪಟ್ಟರು. ಯುವ ಪೀಳಿಗೆ ಸಂವಿಧಾನದ ಆಶಯಗಳನ್ನು ಅರಿತು ನಡೆಯಬೇಕು. ಕಾರ್ಯಕ್ರಮದಲ್ಲಿ ಸಾಹಿತಿಗಳು, ಉಪನ್ಯಾಸಕರು ಹಾಗೂ ವಿದ್ಯಾರ್ಥಿಗಳು ಪಾಲ್ಗೊಂಡಿದ್ದರು. [469,903,569,941]
photo-felicitation [147,92,354,204]
story-byline: ದೇವನಹಳ್ಳಿ [363,95,381,101]
story-paragraph-cont-3: ಮುಂಬರುವ ಲೋಕಸಭಾ ಚುನಾವಣೆಯ ಹಿನ್ನೆಲೆಯಲ್ಲಿ ಕ್ಷೇತ್ರದ ಕಾರ್ಯಕರ್ತರ ಪೂರ್ವಭಾವಿ ಸಭೆ ನಡೆಯಿತು. ಬೂತ್ ಮಟ್ಟದಲ್ಲಿ ಸಂಘಟನೆಯನ್ನು ಬಲಪಡಿಸುವ ಕುರಿತು ಚರ್ಚಿಸಲಾಯಿತು. ಪ್ರತಿ ಮನೆಗೂ ಸರ್ಕಾರದ ಯೋಜನೆಗಳ ಮಾಹಿತಿ ತಲುಪಿಸುವಂತೆ ಮುಖಂಡರು ಸೂಚಿಸಿದರು. ಸಭೆಯಲ್ಲಿ ವಾರ್ಡ್ ಅಧ್ಯಕ್ಷರು, ಮಹಿಳಾ ಘಟಕದ ಪದಾಧಿಕಾರಿಗಳು ಹಾಗೂ ಯುವ ಕಾರ್ಯಕರ್ತರು ಹಾಜರಿದ್ದರು. [575,412,676,457]
story-headline: ತಾಲ್ಲೂಕಿನ ವಕೀಲರ ಶ್ರೇಯೋಭಿವೃದ್ಧಿಗಾಗಿ ಶ್ರಮಿಸುತ್ತೇನೆ - ಎ. ನಾರಾಯಣ ಸ್ವಾಮಿ [41,353,251,362]
section-divider [363,347,676,348]
story-paragraph-cont-3: ವಕೀಲರ ಸಂಘದ ಚುನಾವಣೆಯಲ್ಲಿ ಆಯ್ಕೆಯಾದ ನೂತನ ಪದಾಧಿಕಾರಿಗಳನ್ನು ಅಭಿನಂದಿಸಲಾಯಿತು. ಸಂಘದ ಸದಸ್ಯರ ಹಿತಾಸಕ್ತಿ ಕಾಪಾಡಲು ಹಾಗೂ ನ್ಯಾಯಾಲಯದ ಮೂಲಸೌಕರ್ಯ ಅಭಿವೃದ್ಧಿಗೆ ಶ್ರಮಿಸುವುದಾಗಿ ಅಧ್ಯಕ್ಷರು ತಿಳಿಸಿದರು. ಕಿರಿಯ ವಕೀಲರಿಗೆ ತರಬೇತಿ ಕಾರ್ಯಾಗಾರಗಳನ್ನು ಆಯೋಜಿಸಲಾಗುವುದು. ಗ್ರಂಥಾಲಯದ ಸೌಲಭ್ಯ ವಿಸ್ತರಣೆಗೆ ಕ್ರಮ ಕೈಗೊಳ್ಳಲಾಗುವುದು ಎಂದರು. ಹಿರಿಯ ವಕೀಲರು ಹಾಗೂ ಸಂಘದ ಸದಸ್ಯರು ಸಮಾರಂಭದಲ್ಲಿ ಭಾಗವಹಿಸಿದ್ದರು. [253,417,354,462]
story-body-cont-2 [575,557,676,874]
